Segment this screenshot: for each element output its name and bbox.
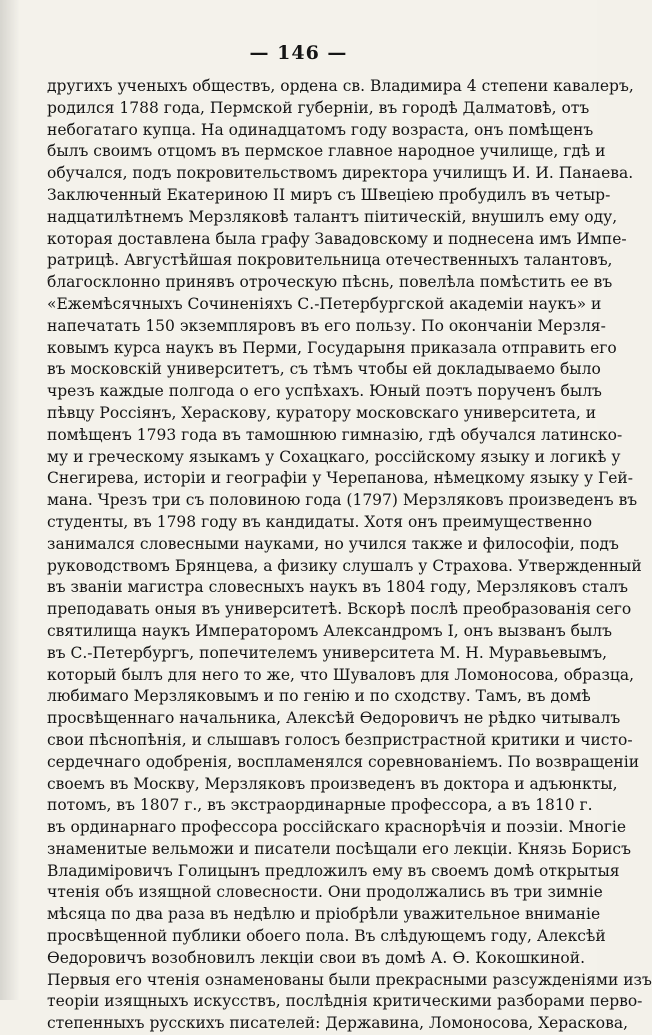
text-line: ратрицѣ. Августѣйшая покровительница отечественныхъ талантовъ, [47, 251, 613, 270]
text-line: потомъ, въ 1807 г., въ экстраординарные профессора, а въ 1810 г. [47, 796, 593, 815]
text-line: въ ординарнаго профессора россійскаго краснорѣчія и поэзіи. Многіе [47, 818, 627, 837]
text-line: святилища наукъ Императоромъ Александромъ I, онъ вызванъ былъ [47, 621, 613, 640]
text-line: въ С.-Петербургъ, попечителемъ университета М. Н. Муравьевымъ, [47, 643, 608, 662]
text-line: мана. Чрезъ три съ половиною года (1797) Мерзляковъ произведенъ въ [47, 491, 638, 510]
text-line: ковымъ курса наукъ въ Перми, Государыня приказала отправить его [47, 338, 617, 357]
text-line: своемъ въ Москву, Мерзляковъ произведенъ въ доктора и адъюнкты, [47, 774, 618, 793]
text-line: му и греческому языкамъ у Сохацкаго, россійскому языку и логикѣ у [47, 447, 621, 466]
text-line: былъ своимъ отцомъ въ пермское главное народное училище, гдѣ и [47, 142, 606, 161]
text-line: который былъ для него то же, что Шуваловъ для Ломоносова, образца, [47, 665, 635, 684]
text-line: благосклонно принявъ отроческую пѣснь, повелѣла помѣстить ее въ [47, 273, 613, 292]
text-line: обучался, подъ покровительствомъ директора училищъ И. И. Панаева. [47, 164, 634, 183]
text-line: въ московскій университетъ, съ тѣмъ чтобы ей докладываемо было [47, 360, 601, 379]
text-line: занимался словесными науками, но учился также и философіи, подъ [47, 534, 619, 553]
text-line: мѣсяца по два раза въ недѣлю и пріобрѣли уважительное вниманіе [47, 905, 601, 924]
text-line: которая доставлена была графу Завадовскому и поднесена имъ Импе- [47, 229, 627, 248]
page-number: — 146 — [249, 42, 348, 64]
text-line: чтенія объ изящной словесности. Они продолжались въ три зимніе [47, 883, 603, 902]
text-line: любимаго Мерзляковымъ и по генію и по сходству. Тамъ, въ домѣ [47, 687, 591, 706]
text-line: надцатилѣтнемъ Мерзляковѣ талантъ піитическій, внушилъ ему оду, [47, 207, 618, 226]
text-line: помѣщенъ 1793 года въ тамошнюю гимназію, гдѣ обучался латинско- [47, 425, 623, 444]
text-line: преподавать оныя въ университетѣ. Вскорѣ послѣ преобразованія сего [47, 600, 632, 619]
text-line: Первыя его чтенія ознаменованы были прекрасными разсужденіями изъ [47, 970, 652, 989]
text-line: родился 1788 года, Пермской губерніи, въ городѣ Далматовѣ, отъ [47, 98, 590, 117]
text-line: напечатать 150 экземпляровъ въ его пользу. По окончаніи Мерзля- [47, 316, 606, 335]
text-line: теоріи изящныхъ искусствъ, послѣднія критическими разборами перво- [47, 992, 643, 1011]
text-line: Владиміровичъ Голицынъ предложилъ ему въ своемъ домѣ открытыя [47, 861, 620, 880]
text-line: знаменитые вельможи и писатели посѣщали его лекціи. Князь Борисъ [47, 839, 631, 858]
text-line: студенты, въ 1798 году въ кандидаты. Хотя онъ преимущественно [47, 512, 593, 531]
text-line: просвѣщеннаго начальника, Алексѣй Ѳедоровичъ не рѣдко читывалъ [47, 709, 621, 728]
body-text [47, 76, 652, 1035]
text-line: степенныхъ русскихъ писателей: Державина, Ломоносова, Хераскова, [47, 1014, 629, 1033]
text-line: другихъ ученыхъ обществъ, ордена св. Владимира 4 степени кавалеръ, [47, 77, 634, 95]
text-line: просвѣщенной публики обоего пола. Въ слѣдующемъ году, Алексѣй [47, 927, 606, 946]
text-line: «Ежемѣсячныхъ Сочиненіяхъ С.-Петербургской академіи наукъ» и [47, 294, 602, 313]
page-edge-shadow [0, 0, 20, 1000]
text-line: сердечнаго одобренія, воспламенялся соревнованіемъ. По возвращеніи [47, 752, 640, 771]
text-line: свои пѣснопѣнія, и слышавъ голосъ безпристрастной критики и чисто- [47, 730, 633, 749]
text-line: въ званіи магистра словесныхъ наукъ въ 1804 году, Мерзляковъ сталъ [47, 578, 629, 597]
text-line: небогатаго купца. На одинадцатомъ году возраста, онъ помѣщенъ [47, 120, 594, 139]
text-line: Снегирева, исторіи и географіи у Черепанова, нѣмецкому языку у Гей- [47, 469, 634, 488]
text-line: пѣвцу Россіянъ, Хераскову, куратору московскаго университета, и [47, 403, 597, 422]
text-line: руководствомъ Брянцева, а физику слушалъ у Страхова. Утвержденный [47, 556, 642, 575]
text-line: чрезъ каждые полгода о его успѣхахъ. Юный поэтъ порученъ былъ [47, 382, 602, 401]
text-line: Заключенный Екатериною II миръ съ Швеціею пробудилъ въ четыр- [47, 185, 611, 204]
text-line: Ѳедоровичъ возобновилъ лекціи свои въ домѣ А. Ѳ. Кокошкиной. [47, 948, 585, 967]
